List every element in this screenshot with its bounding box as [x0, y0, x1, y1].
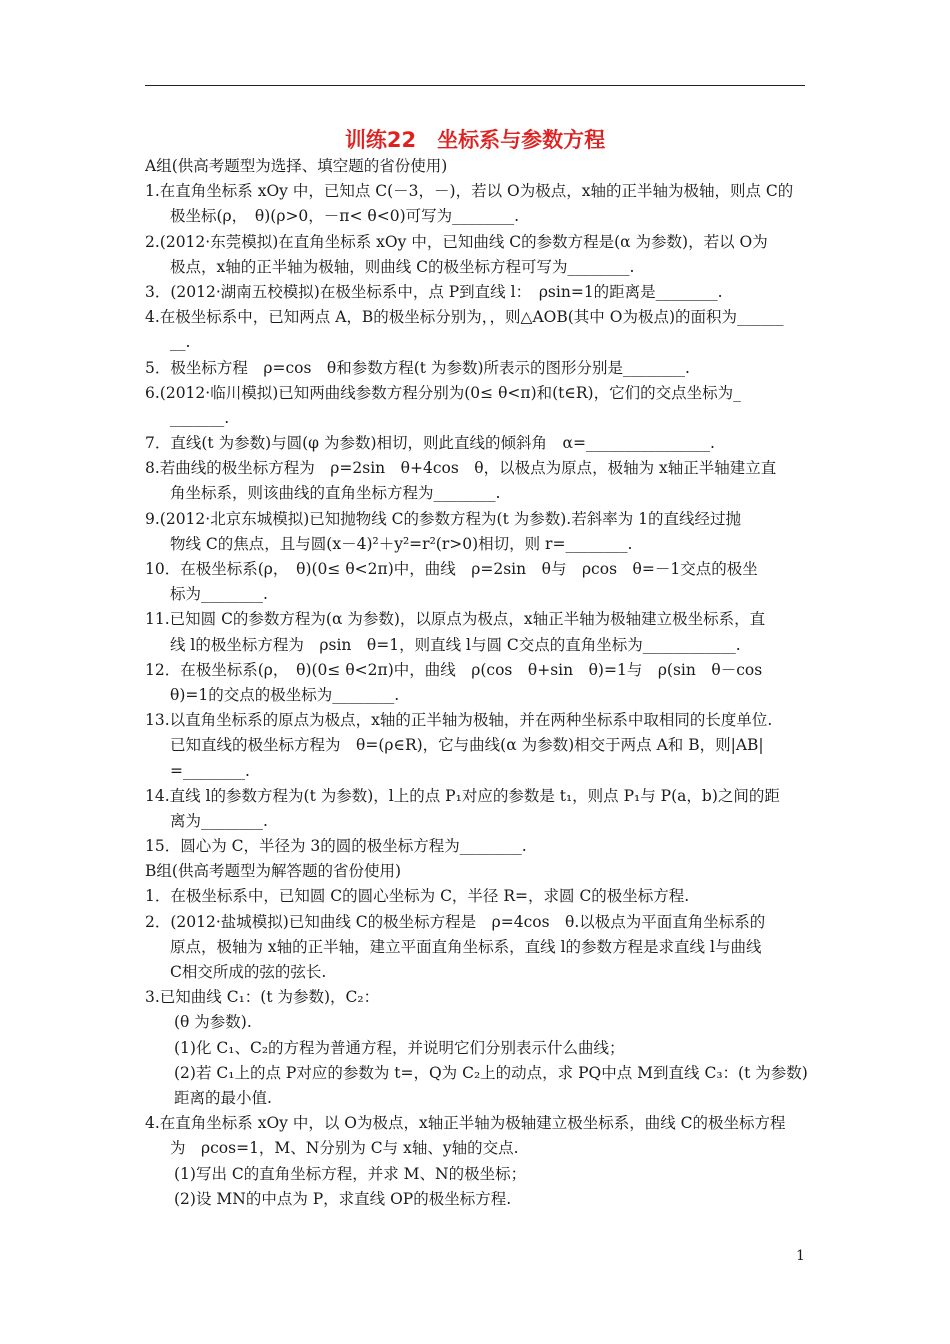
text-line: 10．在极坐标系(ρ， θ)(0≤ θ<2π)中，曲线 ρ=2sin θ与 ρcos θ=－1交点的极坐: [145, 560, 758, 578]
text-line: 为 ρcos=1，M、N分别为 C与 x轴、y轴的交点.: [170, 1139, 519, 1158]
document-body: [145, 154, 809, 1212]
text-line: 线 l的极坐标方程为 ρsin θ=1，则直线 l与圆 C交点的直角坐标为____________.: [170, 635, 741, 654]
text-line: 已知直线的极坐标方程为 θ=(ρ∈R)，它与曲线(α 为参数)相交于两点 A和 B，则|AB|: [170, 736, 764, 755]
text-line: 5．极坐标方程 ρ=cos θ和参数方程(t 为参数)所表示的图形分别是________.: [145, 358, 690, 377]
text-line: A组(供高考题型为选择、填空题的省份使用): [145, 157, 448, 175]
text-line: (2)若 C₁上的点 P对应的参数为 t=，Q为 C₂上的动点，求 PQ中点 M到直线 C₃：(t 为参数): [174, 1063, 808, 1082]
text-line: (1)写出 C的直角坐标方程，并求 M、N的极坐标；: [174, 1164, 527, 1183]
text-line: θ)=1的交点的极坐标为________.: [170, 685, 400, 704]
text-line: 距离的最小值.: [174, 1088, 272, 1107]
text-line: 2.(2012·东莞模拟)在直角坐标系 xOy 中，已知曲线 C的参数方程是(α 为参数)，若以 O为: [145, 232, 768, 251]
text-line: 12．在极坐标系(ρ， θ)(0≤ θ<2π)中，曲线 ρ(cos θ+sin θ)=1与 ρ(sin θ－cos: [145, 660, 763, 679]
text-line: =________.: [170, 761, 250, 780]
text-line: 物线 C的焦点，且与圆(x－4)²＋y²=r²(r>0)相切，则 r=________.: [170, 534, 633, 553]
text-line: 极坐标(ρ， θ)(ρ>0，－π< θ<0)可写为________.: [170, 207, 520, 226]
text-line: 8.若曲线的极坐标方程为 ρ=2sin θ+4cos θ，以极点为原点，极轴为 x轴正半轴建立直: [145, 459, 777, 478]
text-line: 3.已知曲线 C₁：(t 为参数)，C₂：: [145, 988, 380, 1007]
text-line: 11.已知圆 C的参数方程为(α 为参数)，以原点为极点，x轴正半轴为极轴建立极坐标系，直: [145, 610, 766, 629]
text-line: _______.: [170, 408, 230, 427]
text-line: 9.(2012·北京东城模拟)已知抛物线 C的参数方程为(t 为参数).若斜率为 1的直线经过抛: [145, 509, 742, 528]
text-line: 1．在极坐标系中，已知圆 C的圆心坐标为 C，半径 R=，求圆 C的极坐标方程.: [145, 887, 690, 906]
text-line: (θ 为参数).: [174, 1013, 252, 1032]
text-line: C相交所成的弦的弦长.: [170, 963, 327, 981]
text-line: 14.直线 l的参数方程为(t 为参数)，l上的点 P₁对应的参数是 t₁，则点 P₁与 P(a，b)之间的距: [145, 786, 780, 805]
text-line: 4.在直角坐标系 xOy 中，以 O为极点，x轴正半轴为极轴建立极坐标系，曲线 C的极坐标方程: [145, 1114, 786, 1133]
text-line: 2．(2012·盐城模拟)已知曲线 C的极坐标方程是 ρ=4cos θ.以极点为平面直角坐标系的: [145, 912, 766, 931]
text-line: 极点，x轴的正半轴为极轴，则曲线 C的极坐标方程可写为________.: [170, 257, 635, 276]
text-line: B组(供高考题型为解答题的省份使用): [145, 862, 401, 881]
text-line: (1)化 C₁、C₂的方程为普通方程，并说明它们分别表示什么曲线；: [174, 1038, 625, 1057]
text-line: __.: [170, 333, 191, 352]
text-line: 1.在直角坐标系 xOy 中，已知点 C(－3，－)，若以 O为极点，x轴的正半轴为极轴，则点 C的: [145, 182, 794, 201]
text-line: 4.在极坐标系中，已知两点 A，B的极坐标分别为，，则△AOB(其中 O为极点)的面积为______: [145, 308, 784, 327]
text-line: 15．圆心为 C，半径为 3的圆的极坐标方程为________.: [145, 837, 527, 856]
text-line: 7．直线(t 为参数)与圆(φ 为参数)相切，则此直线的倾斜角 α=________________.: [145, 434, 715, 453]
text-line: 离为________.: [170, 811, 268, 830]
header-rule: [145, 85, 805, 86]
text-line: 标为________.: [170, 585, 268, 604]
text-line: 原点，极轴为 x轴的正半轴，建立平面直角坐标系，直线 l的参数方程是求直线 l与曲线: [170, 937, 762, 956]
text-line: 6.(2012·临川模拟)已知两曲线参数方程分别为(0≤ θ<π)和(t∈R)，它们的交点坐标为_: [145, 383, 741, 402]
page-title: 训练22 坐标系与参数方程: [344, 128, 606, 152]
text-line: 角坐标系，则该曲线的直角坐标方程为________.: [170, 484, 501, 503]
text-line: 13.以直角坐标系的原点为极点，x轴的正半轴为极轴，并在两种坐标系中取相同的长度单位.: [145, 711, 773, 730]
page-number: 1: [796, 1248, 805, 1264]
text-line: 3．(2012·湖南五校模拟)在极坐标系中，点 P到直线 l： ρsin=1的距离是________.: [145, 282, 723, 301]
text-line: (2)设 MN的中点为 P，求直线 OP的极坐标方程.: [174, 1189, 512, 1208]
